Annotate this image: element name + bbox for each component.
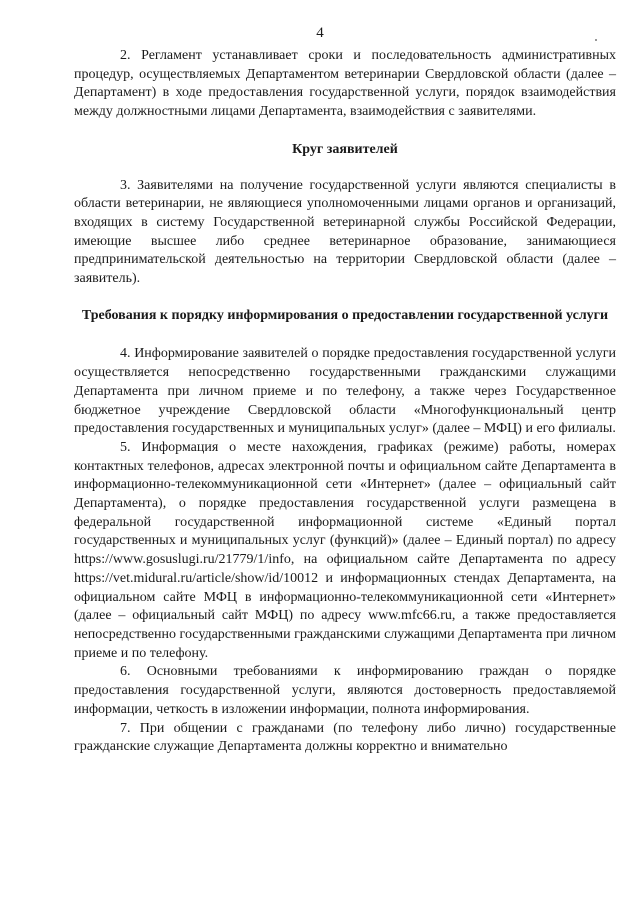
paragraph-7: 7. При общении с гражданами (по телефону либо лично) государственные гражданские служащие Департамента должны корректно и внимательно	[74, 720, 616, 755]
paragraph-4: 4. Информирование заявителей о порядке предоставления государственной услуги осуществляется непосредственно государственными гражданскими служащими Департамента при личном приеме и по телефону, а также через Государственное бюджетное учреждение Свердловской области «Многофункциональный центр предоставления государственных и муниципальных услуг» (далее – МФЦ) и его филиалы.	[74, 346, 616, 437]
section-heading-informing: Требования к порядку информирования о предоставлении государственной услуги	[81, 307, 609, 323]
paragraph-6: 6. Основными требованиями к информированию граждан о порядке предоставления государственной услуги, являются достоверность предоставляемой информации, четкость в изложении информации, полнота информирования.	[74, 664, 616, 717]
document-body	[74, 47, 616, 757]
paragraph-3: 3. Заявителями на получение государственной услуги являются специалисты в области ветеринарии, не являющиеся уполномоченными лицами органов и организаций, входящих в систему Государственной ветеринарной службы Российской Федерации, имеющие высшее либо среднее ветеринарное образование, занимающиеся предпринимательской деятельностью на территории Свердловской области (далее – заявитель).	[74, 177, 616, 287]
section-heading-applicants: Круг заявителей	[292, 141, 398, 157]
paragraph-2: 2. Регламент устанавливает сроки и последовательность административных процедур, осуществляемых Департаментом ветеринарии Свердловской области (далее – Департамент) в ходе предоставления государственной услуги, порядок взаимодействия между должностными лицами Департамента, взаимодействия с заявителями.	[74, 48, 616, 120]
page-number: 4	[316, 25, 324, 41]
paragraph-5: 5. Информация о месте нахождения, графиках (режиме) работы, номерах контактных телефонов, адресах электронной почты и официальном сайте Департамента в информационно-телекоммуникационной сети «Интернет» (далее – официальный сайт Департамента), о порядке предоставления государственной услуги размещена в федеральной государственной информационной системе «Единый портал государственных и муниципальных услуг (функций)» (далее – Единый портал) по адресу https://www.gosuslugi.ru/21779/1/info, на официальном сайте Департамента по адресу https://vet.midural.ru/article/show/id/10012 и информационных стендах Департамента, на официальном сайте МФЦ в информационно-телекоммуникационной сети «Интернет» (далее – официальный сайт МФЦ) по адресу www.mfc66.ru, а также предоставляется непосредственно государственными гражданскими служащими Департамента при личном приеме и по телефону.	[74, 439, 616, 661]
scan-speck	[595, 39, 597, 41]
